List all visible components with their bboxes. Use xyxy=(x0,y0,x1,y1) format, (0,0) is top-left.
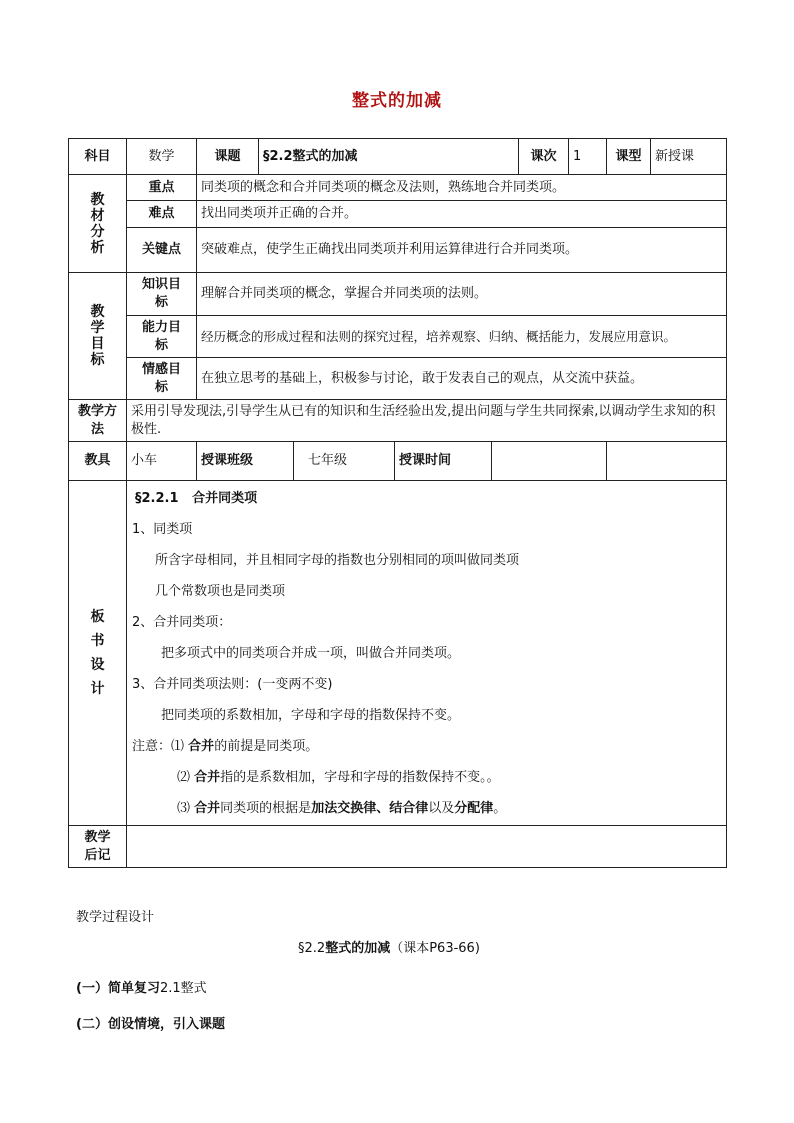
knowledge-goal-label: 知识目 标 xyxy=(127,273,197,316)
page-title: 整式的加减 xyxy=(352,91,442,111)
tools-value: 小车 xyxy=(127,442,197,481)
board-line-1: 1、同类项 xyxy=(132,522,193,537)
goals-group-label: 教 学 目 标 xyxy=(69,273,127,400)
critical-point-text: 突破难点，使学生正确找出同类项并利用运算律进行合并同类项。 xyxy=(197,228,727,273)
analysis-group-label: 教 材 分 析 xyxy=(69,175,127,273)
time-value xyxy=(492,442,607,480)
knowledge-goal-text: 理解合并同类项的概念，掌握合并同类项的法则。 xyxy=(197,273,727,316)
header-row xyxy=(69,139,727,175)
lesson-plan-table xyxy=(68,138,727,868)
postscript-row xyxy=(69,826,727,868)
board-line-5: 把多项式中的同类项合并成一项，叫做合并同类项。 xyxy=(161,646,461,661)
class-label: 授课班级 xyxy=(197,442,294,480)
class-value: 七年级 xyxy=(294,442,395,480)
time-label: 授课时间 xyxy=(395,442,492,480)
subject-value: 数学 xyxy=(127,139,197,175)
emotion-goal-label: 情感目 标 xyxy=(127,358,197,400)
step-one: (一）简单复习2.1整式 xyxy=(76,981,207,996)
topic-label: 课题 xyxy=(197,139,259,175)
analysis-row-key xyxy=(69,175,727,201)
method-text: 采用引导发现法,引导学生从已有的知识和生活经验出发,提出问题与学生共同探索,以调动学生求知的积极性. xyxy=(127,400,727,442)
analysis-row-difficulty xyxy=(69,201,727,228)
board-note-2: ⑵ 合并指的是系数相加，字母和字母的指数保持不变。。 xyxy=(177,770,500,785)
board-line-6: 3、合并同类项法则：(一变两不变) xyxy=(132,677,333,692)
lesson-type-label: 课型 xyxy=(607,139,651,175)
board-content xyxy=(127,481,727,826)
subject-label: 科目 xyxy=(69,139,127,175)
method-label: 教学方 法 xyxy=(69,400,127,442)
board-note-1: 注意：⑴ 合并的前提是同类项。 xyxy=(132,739,319,754)
analysis-row-critical xyxy=(69,228,727,273)
critical-point-label: 关键点 xyxy=(127,228,197,273)
board-row xyxy=(69,481,727,826)
board-line-3: 几个常数项也是同类项 xyxy=(155,584,286,599)
board-note-3: ⑶ 合并同类项的根据是加法交换律、结合律以及分配律。 xyxy=(177,801,507,816)
goal-row-ability xyxy=(69,316,727,358)
lesson-no-label: 课次 xyxy=(519,139,569,175)
difficulty-label: 难点 xyxy=(127,201,197,228)
tools-row xyxy=(69,442,727,481)
board-line-4: 2、合并同类项： xyxy=(132,615,232,630)
ability-goal-label: 能力目 标 xyxy=(127,316,197,358)
goal-row-emotion xyxy=(69,358,727,400)
difficulty-text: 找出同类项并正确的合并。 xyxy=(197,201,727,228)
board-section-heading: §2.2.1 合并同类项 xyxy=(135,491,258,506)
postscript-label: 教学 后记 xyxy=(69,826,127,868)
key-point-label: 重点 xyxy=(127,175,197,201)
postscript-text xyxy=(127,826,727,868)
tools-label: 教具 xyxy=(69,442,127,481)
topic-value: §2.2整式的加减 xyxy=(259,139,519,175)
section-center-title: §2.2整式的加减（课本P63-66) xyxy=(298,941,480,956)
key-point-text: 同类项的概念和合并同类项的概念及法则，熟练地合并同类项。 xyxy=(197,175,727,201)
emotion-goal-text: 在独立思考的基础上，积极参与讨论，敢于发表自己的观点，从交流中获益。 xyxy=(197,358,727,400)
method-row xyxy=(69,400,727,442)
board-line-2: 所含字母相同，并且相同字母的指数也分别相同的项叫做同类项 xyxy=(155,553,520,568)
process-title: 教学过程设计 xyxy=(76,910,155,925)
step-two: (二）创设情境，引入课题 xyxy=(76,1017,225,1032)
board-group-label: 板 书 设 计 xyxy=(69,481,127,826)
board-line-7: 把同类项的系数相加，字母和字母的指数保持不变。 xyxy=(161,708,461,723)
goal-row-knowledge xyxy=(69,273,727,316)
lesson-type-value: 新授课 xyxy=(651,139,727,175)
ability-goal-text: 经历概念的形成过程和法则的探究过程，培养观察、归纳、概括能力，发展应用意识。 xyxy=(197,316,727,358)
lesson-no-value: 1 xyxy=(569,139,607,175)
